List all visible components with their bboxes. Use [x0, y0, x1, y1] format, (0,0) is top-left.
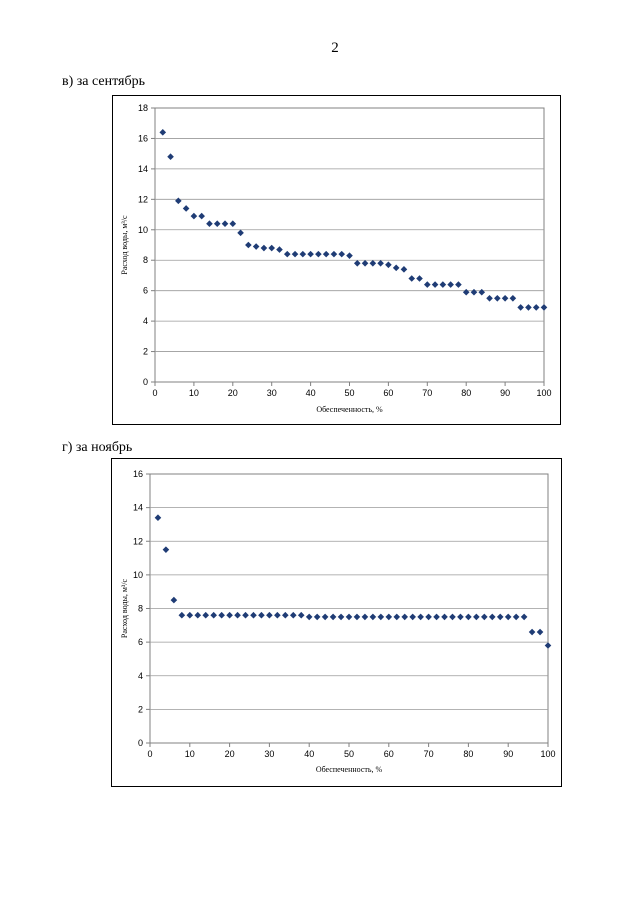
x-tick-label: 0 — [147, 749, 153, 759]
data-point — [494, 295, 501, 302]
data-point — [253, 243, 260, 250]
y-tick-label: 14 — [132, 502, 143, 513]
y-axis-label: Расход воды, м³/с — [120, 215, 129, 275]
data-point — [346, 614, 353, 621]
data-point — [362, 260, 369, 267]
data-point — [338, 614, 345, 621]
y-tick-label: 10 — [137, 224, 148, 235]
data-point — [298, 612, 305, 619]
data-point — [245, 242, 252, 249]
page-number: 2 — [331, 40, 339, 56]
data-point — [545, 642, 552, 649]
data-point — [513, 614, 520, 621]
chart-november-frame — [111, 458, 562, 787]
y-tick-label: 8 — [137, 603, 143, 614]
y-tick-label: 12 — [137, 194, 148, 205]
data-point — [230, 220, 237, 227]
x-tick-label: 90 — [503, 749, 514, 759]
data-point — [525, 304, 532, 311]
data-point — [274, 612, 281, 619]
data-point — [214, 220, 221, 227]
data-point — [378, 614, 385, 621]
data-point — [370, 614, 377, 621]
data-point — [447, 281, 454, 288]
data-point — [505, 614, 512, 621]
data-point — [401, 614, 408, 621]
x-tick-label: 90 — [500, 388, 511, 398]
data-point — [455, 281, 462, 288]
data-point — [521, 614, 528, 621]
data-point — [354, 614, 361, 621]
data-point — [250, 612, 257, 619]
data-point — [502, 295, 509, 302]
data-point — [300, 251, 307, 258]
data-point — [284, 251, 291, 258]
data-point — [473, 614, 480, 621]
data-point — [354, 260, 361, 267]
data-point — [222, 220, 229, 227]
data-point — [323, 251, 330, 258]
data-point — [408, 275, 415, 282]
y-tick-label: 18 — [137, 103, 148, 113]
x-axis-label: Обеспеченность, % — [316, 405, 383, 414]
y-tick-label: 2 — [142, 346, 148, 357]
data-point — [187, 612, 194, 619]
data-point — [440, 281, 447, 288]
section-title-november: г) за ноябрь — [62, 440, 133, 455]
data-point — [159, 129, 166, 136]
data-point — [315, 251, 322, 258]
data-point — [409, 614, 416, 621]
data-point — [282, 612, 289, 619]
y-tick-label: 10 — [132, 569, 143, 580]
data-point — [386, 614, 393, 621]
data-point — [155, 514, 162, 521]
y-tick-label: 16 — [137, 133, 148, 144]
y-tick-label: 12 — [132, 536, 143, 547]
y-tick-label: 4 — [142, 316, 148, 327]
x-tick-label: 60 — [383, 388, 394, 398]
y-tick-label: 6 — [137, 637, 143, 648]
data-point — [424, 281, 431, 288]
data-point — [266, 612, 273, 619]
data-point — [433, 614, 440, 621]
data-point — [471, 289, 478, 296]
data-point — [478, 289, 485, 296]
x-tick-label: 30 — [266, 388, 277, 398]
x-tick-label: 60 — [383, 749, 394, 759]
data-point — [163, 546, 170, 553]
x-tick-label: 30 — [264, 749, 275, 759]
data-point — [465, 614, 472, 621]
x-tick-label: 70 — [423, 749, 434, 759]
data-point — [529, 629, 536, 636]
data-point — [362, 614, 369, 621]
data-point — [198, 213, 205, 220]
y-axis-label: Расход воды, м³/с — [120, 578, 129, 639]
data-point — [541, 304, 548, 311]
data-point — [210, 612, 217, 619]
x-tick-label: 50 — [344, 388, 355, 398]
data-point — [537, 629, 544, 636]
data-point — [183, 205, 190, 212]
x-tick-label: 70 — [422, 388, 433, 398]
y-tick-label: 0 — [142, 377, 148, 387]
data-point — [393, 265, 400, 272]
data-point — [191, 213, 198, 220]
data-point — [167, 153, 174, 160]
data-point — [276, 246, 283, 253]
data-point — [268, 245, 275, 252]
data-point — [432, 281, 439, 288]
data-point — [314, 614, 321, 621]
data-point — [486, 295, 493, 302]
data-point — [179, 612, 186, 619]
data-point — [307, 251, 314, 258]
y-tick-label: 14 — [137, 163, 148, 174]
data-point — [234, 612, 241, 619]
section-title-september: в) за сентябрь — [62, 74, 145, 89]
x-tick-label: 0 — [152, 388, 158, 398]
data-point — [441, 614, 448, 621]
data-point — [292, 251, 299, 258]
data-point — [517, 304, 524, 311]
data-point — [290, 612, 297, 619]
x-tick-label: 40 — [304, 749, 315, 759]
data-point — [338, 251, 345, 258]
data-point — [206, 220, 213, 227]
data-point — [242, 612, 249, 619]
x-tick-label: 20 — [227, 388, 238, 398]
data-point — [261, 245, 268, 252]
x-tick-label: 10 — [184, 749, 195, 759]
chart-september-frame — [112, 95, 561, 425]
data-point — [481, 614, 488, 621]
y-tick-label: 0 — [137, 738, 143, 748]
data-point — [171, 597, 178, 604]
data-point — [346, 252, 353, 259]
data-point — [237, 230, 244, 237]
y-tick-label: 6 — [142, 285, 148, 296]
y-tick-label: 16 — [132, 469, 143, 479]
x-tick-label: 100 — [540, 749, 556, 759]
y-tick-label: 8 — [142, 255, 148, 266]
data-point — [416, 275, 423, 282]
x-tick-label: 50 — [343, 749, 355, 759]
chart-september — [113, 96, 562, 426]
chart-november — [112, 459, 563, 788]
x-tick-label: 80 — [461, 388, 472, 398]
data-point — [425, 614, 432, 621]
data-point — [194, 612, 201, 619]
x-tick-label: 100 — [536, 388, 552, 398]
x-tick-label: 80 — [463, 749, 474, 759]
data-point — [330, 614, 337, 621]
data-point — [463, 289, 470, 296]
data-point — [370, 260, 377, 267]
data-point — [202, 612, 209, 619]
data-point — [449, 614, 456, 621]
data-point — [322, 614, 329, 621]
x-tick-label: 40 — [305, 388, 316, 398]
x-tick-label: 20 — [224, 749, 235, 759]
data-point — [510, 295, 517, 302]
data-point — [377, 260, 384, 267]
data-point — [401, 266, 408, 273]
x-axis-label: Обеспеченность, % — [315, 765, 383, 774]
x-tick-label: 10 — [188, 388, 199, 398]
y-tick-label: 2 — [137, 704, 143, 715]
data-point — [218, 612, 225, 619]
data-point — [533, 304, 540, 311]
data-point — [417, 614, 424, 621]
data-point — [497, 614, 504, 621]
data-point — [175, 198, 182, 205]
data-point — [306, 614, 313, 621]
data-point — [385, 261, 392, 268]
data-point — [489, 614, 496, 621]
data-point — [393, 614, 400, 621]
plot-area — [155, 108, 544, 382]
data-point — [258, 612, 265, 619]
data-point — [331, 251, 338, 258]
y-tick-label: 4 — [137, 670, 143, 681]
data-point — [457, 614, 464, 621]
data-point — [226, 612, 233, 619]
